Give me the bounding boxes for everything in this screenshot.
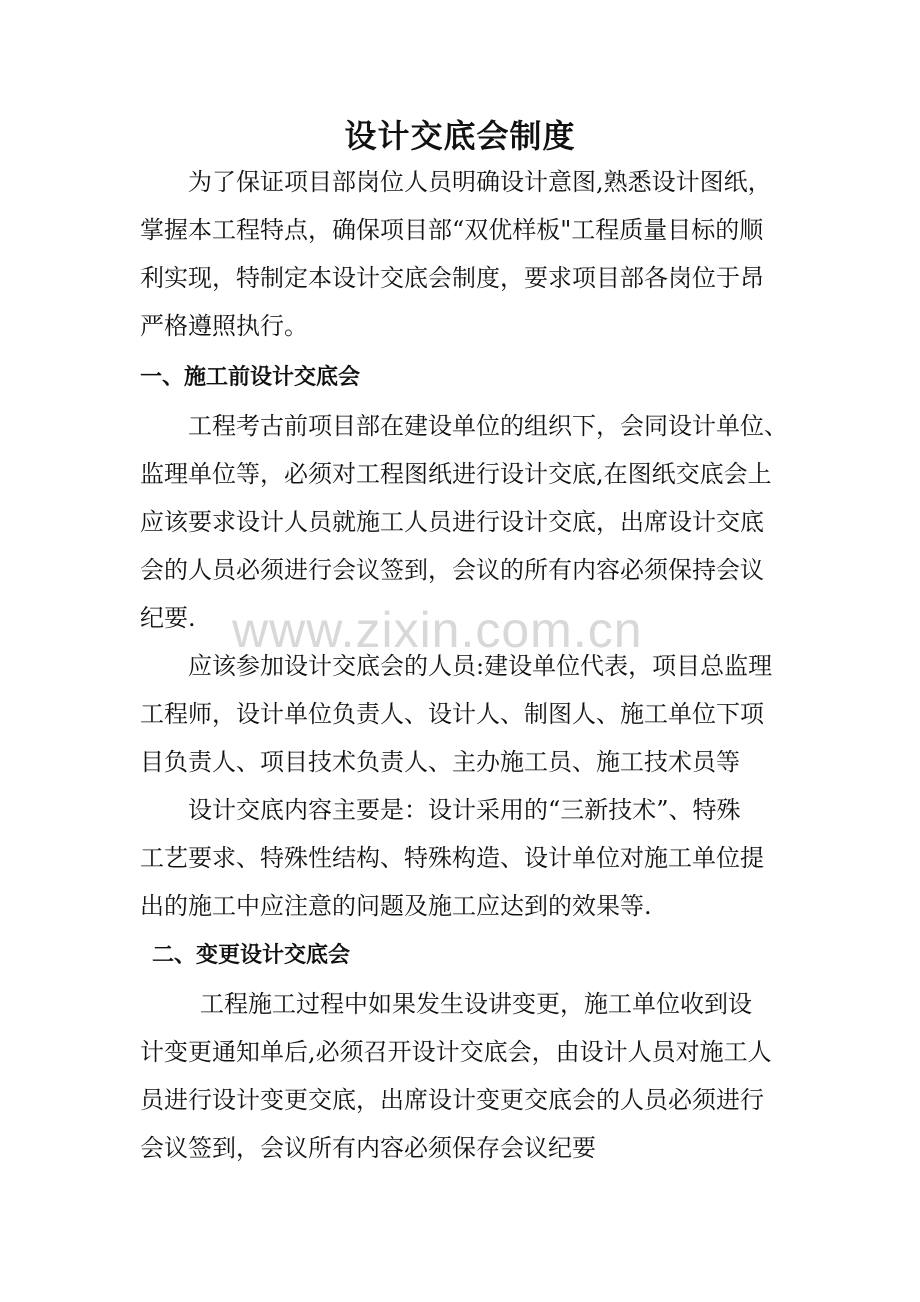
section-1-para-1-line-4: 会的人员必须进行会议签到，会议的所有内容必须保持会议 [140, 556, 764, 584]
section-1-para-2-line-1: 应该参加设计交底会的人员:建设单位代表，项目总监理 [188, 652, 773, 680]
section-1-para-1-line-2: 监理单位等，必须对工程图纸进行设计交底,在图纸交底会上 [140, 460, 772, 488]
intro-line-3: 利实现，特制定本设计交底会制度，要求项目部各岗位于昂 [140, 264, 764, 292]
watermark: www.zixin.com.cn [232, 602, 643, 658]
section-1-para-1-line-5: 纪要. [140, 604, 196, 632]
section-1-para-2-line-2: 工程师，设计单位负责人、设计人、制图人、施工单位下项 [140, 700, 764, 728]
section-2-para-1-line-2: 计变更通知单后,必须召开设计交底会，由设计人员对施工人 [140, 1038, 772, 1066]
intro-line-2: 掌握本工程特点，确保项目部“双优样板"工程质量目标的顺 [140, 216, 764, 244]
section-1-para-3-line-1: 设计交底内容主要是：设计采用的“三新技术”、特殊 [188, 796, 741, 824]
section-2-para-1-line-1: 工程施工过程中如果发生设讲变更，施工单位收到设 [200, 990, 752, 1018]
section-1-para-1-line-3: 应该要求设计人员就施工人员进行设计交底，出席设计交底 [140, 508, 764, 536]
section-1-para-2-line-3: 目负责人、项目技术负责人、主办施工员、施工技术员等 [140, 748, 740, 776]
intro-line-1: 为了保证项目部岗位人员明确设计意图,熟悉设计图纸， [188, 168, 772, 196]
section-2-heading: 二、变更设计交底会 [152, 943, 351, 968]
section-2-para-1-line-4: 会议签到，会议所有内容必须保存会议纪要 [140, 1134, 596, 1162]
section-1-para-3-line-2: 工艺要求、特殊性结构、特殊构造、设计单位对施工单位提 [140, 844, 764, 872]
section-1-heading: 一、施工前设计交底会 [140, 365, 361, 390]
document-title: 设计交底会制度 [344, 117, 576, 155]
section-1-para-1-line-1: 工程考古前项目部在建设单位的组织下，会同设计单位、 [188, 412, 788, 440]
section-1-para-3-line-3: 出的施工中应注意的问题及施工应达到的效果等. [140, 892, 652, 920]
section-2-para-1-line-3: 员进行设计变更交底，出席设计变更交底会的人员必须进行 [140, 1086, 764, 1114]
intro-line-4: 严格遵照执行。 [140, 312, 308, 340]
